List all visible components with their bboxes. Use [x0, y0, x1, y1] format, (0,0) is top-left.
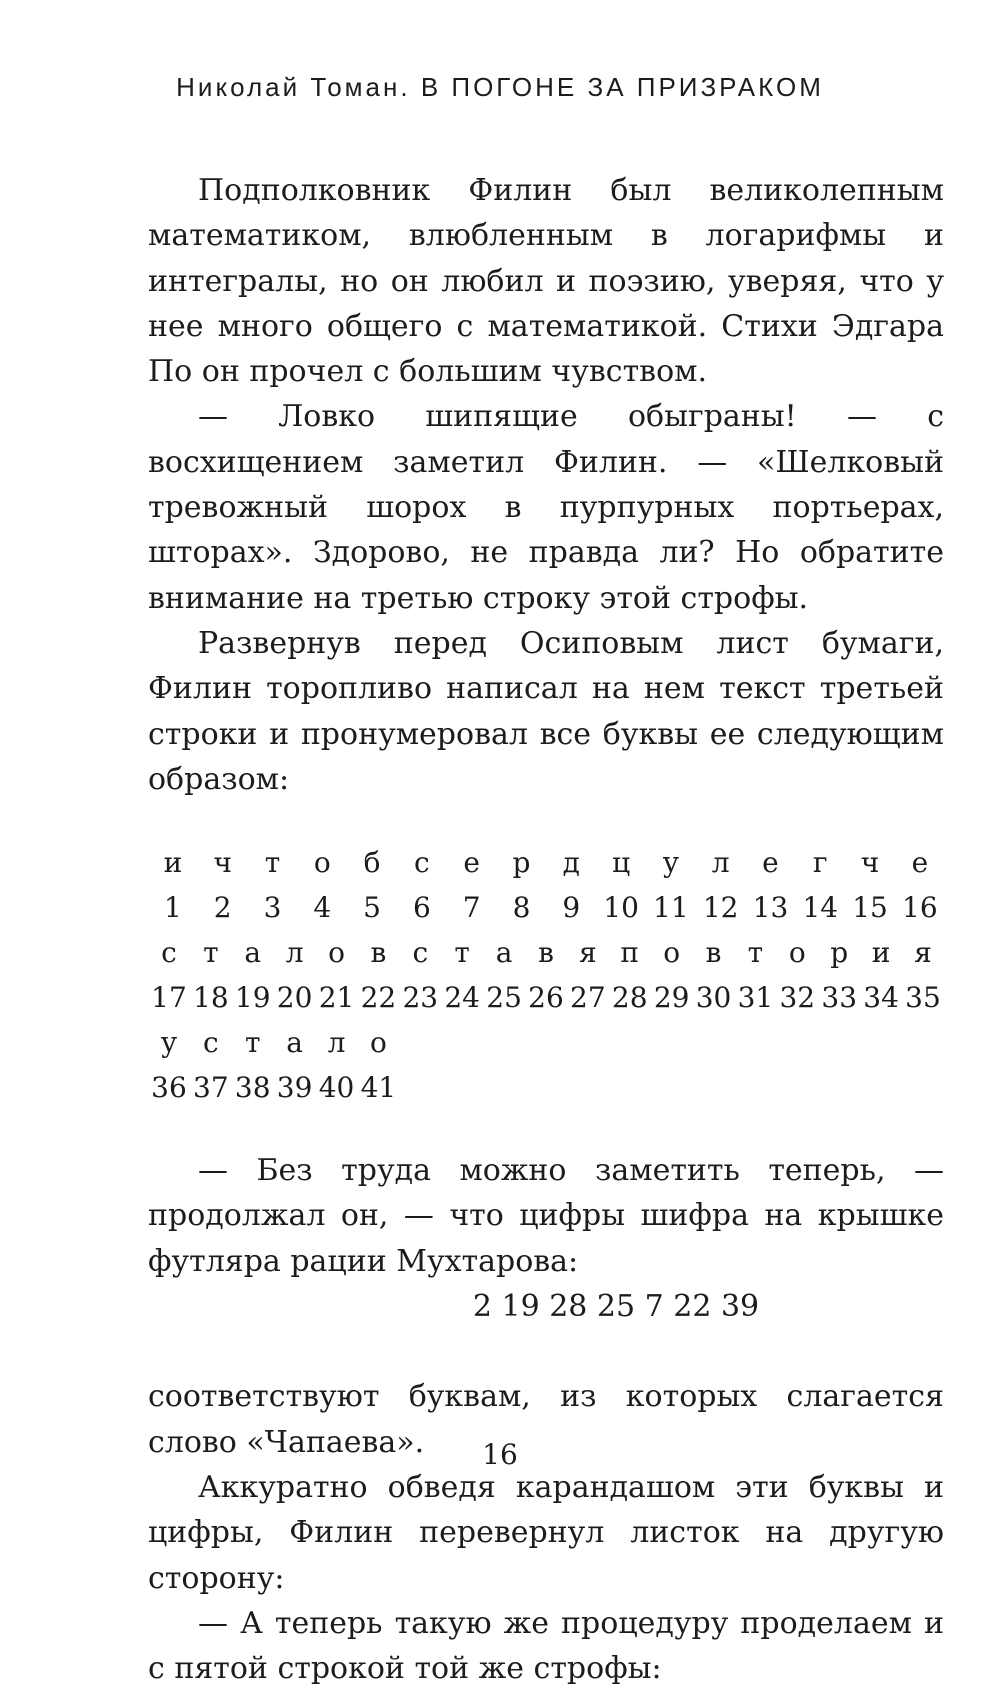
number-cell: 13	[752, 891, 789, 925]
table-block-2	[148, 930, 944, 1020]
number-cell: 22	[360, 981, 397, 1015]
letter-cell: р	[512, 846, 531, 880]
number-cell: 39	[276, 1071, 313, 1105]
letter-number-table	[148, 840, 944, 1110]
number-cell: 10	[603, 891, 639, 925]
table-block-3	[148, 1020, 944, 1110]
letters-row	[148, 840, 944, 885]
numbers-row	[148, 975, 944, 1020]
running-header: Николай Томан. В ПОГОНЕ ЗА ПРИЗРАКОМ	[176, 72, 824, 102]
paragraph: соответствуют буквам, из которых слагается слово «Чапаева».	[148, 1379, 944, 1460]
number-cell: 38	[234, 1071, 271, 1105]
number-cell: 16	[902, 891, 938, 925]
number-cell: 11	[653, 891, 689, 925]
letter-cell: е	[762, 846, 779, 880]
letter-cell: п	[620, 936, 640, 970]
letter-cell: о	[313, 846, 331, 880]
paragraph: — Ловко шипящие обыграны! — с восхищением заметил Филин. — «Шелковый тревожный шорох в пурпурных портьерах, шторах». Здорово, не правда ли? Но обратите внимание на третью строку этой строфы.	[148, 399, 944, 616]
number-cell: 21	[318, 981, 355, 1015]
letter-cell: т	[747, 936, 764, 970]
letter-cell: в	[370, 936, 387, 970]
letter-cell: о	[663, 936, 681, 970]
letter-cell: л	[711, 846, 730, 880]
number-cell: 15	[852, 891, 888, 925]
number-cell: 37	[193, 1071, 229, 1105]
letter-cell: р	[830, 936, 849, 970]
letter-cell: о	[328, 936, 345, 970]
number-cell: 12	[702, 891, 739, 925]
number-cell: 24	[444, 981, 480, 1015]
number-cell: 17	[151, 981, 187, 1015]
number-cell: 30	[695, 981, 732, 1015]
number-cell: 18	[193, 981, 229, 1015]
letter-cell: а	[286, 1026, 303, 1060]
number-cell: 9	[562, 891, 581, 925]
letters-row	[148, 1020, 944, 1065]
number-cell: 4	[313, 891, 332, 925]
paragraph: — Без труда можно заметить теперь, — продолжал он, — что цифры шифра на крышке футляра рации Мухтарова:	[148, 1153, 944, 1279]
number-cell: 3	[263, 891, 282, 925]
letter-cell: я	[914, 936, 932, 970]
letter-cell: в	[538, 936, 554, 970]
letter-cell: с	[412, 936, 429, 970]
paragraph: Подполковник Филин был великолепным математиком, влюбленным в логарифмы и интегралы, но он любил и поэзию, уверяя, что у нее много общего с математикой. Стихи Эдгара По он прочел с большим чувством.	[148, 173, 944, 390]
table-block-1	[148, 840, 944, 930]
letter-cell: о	[788, 936, 806, 970]
number-cell: 1	[163, 891, 182, 925]
number-cell: 5	[363, 891, 381, 925]
letter-cell: у	[160, 1026, 178, 1060]
number-cell: 31	[737, 981, 774, 1015]
letter-cell: с	[202, 1026, 219, 1060]
number-cell: 25	[486, 981, 522, 1015]
paragraph: Развернув перед Осиповым лист бумаги, Филин торопливо написал на нем текст третьей строки и пронумеровал все буквы ее следующим образом:	[148, 625, 944, 797]
letter-cell: я	[579, 936, 597, 970]
letters-row	[148, 930, 944, 975]
letter-cell: е	[463, 846, 480, 880]
letter-cell: а	[244, 936, 262, 970]
number-cell: 19	[234, 981, 271, 1015]
letter-cell: т	[264, 846, 281, 880]
letter-cell: б	[363, 846, 381, 880]
number-cell: 32	[779, 981, 816, 1015]
letter-cell: т	[244, 1026, 261, 1060]
paragraph: — А теперь такую же процедуру проделаем и с пятой строкой той же строфы:	[148, 1605, 944, 1687]
letter-cell: и	[871, 936, 891, 970]
letter-cell: с	[414, 846, 430, 880]
number-cell: 36	[151, 1071, 187, 1105]
letter-cell: г	[812, 846, 828, 880]
number-cell: 29	[653, 981, 690, 1015]
number-cell: 35	[905, 981, 941, 1015]
number-cell: 8	[512, 891, 531, 925]
letter-cell: т	[454, 936, 470, 970]
number-cell: 14	[802, 891, 839, 925]
letter-cell: а	[495, 936, 513, 970]
letter-cell: л	[285, 936, 304, 970]
numbers-row	[148, 1065, 944, 1110]
number-cell: 23	[402, 981, 439, 1015]
number-cell: 33	[821, 981, 858, 1015]
numbers-row	[148, 885, 944, 930]
letter-cell: в	[705, 936, 722, 970]
number-cell: 41	[360, 1071, 397, 1105]
number-cell: 26	[528, 981, 564, 1015]
number-cell: 40	[318, 1071, 355, 1105]
letter-cell: ч	[213, 846, 232, 880]
spacer	[148, 1329, 944, 1374]
letter-cell: у	[662, 846, 680, 880]
letter-cell: ч	[860, 846, 880, 880]
letter-cell: т	[203, 936, 219, 970]
letter-cell: е	[911, 846, 929, 880]
number-cell: 20	[276, 981, 313, 1015]
number-cell: 27	[570, 981, 606, 1015]
letter-cell: д	[562, 846, 580, 880]
number-cell: 34	[863, 981, 899, 1015]
number-cell: 6	[412, 891, 431, 925]
number-cell: 7	[462, 891, 481, 925]
number-cell: 28	[611, 981, 648, 1015]
cipher-line: 2 19 28 25 7 22 39	[472, 1289, 760, 1325]
number-cell: 2	[213, 891, 232, 925]
letter-cell: ц	[612, 846, 631, 880]
page-number: 16	[482, 1438, 518, 1471]
letter-cell: о	[369, 1026, 387, 1060]
letter-cell: л	[327, 1026, 346, 1060]
paragraph: Аккуратно обведя карандашом эти буквы и цифры, Филин перевернул листок на другую сторону:	[148, 1469, 944, 1596]
letter-cell: и	[163, 846, 183, 880]
letter-cell: с	[161, 936, 177, 970]
